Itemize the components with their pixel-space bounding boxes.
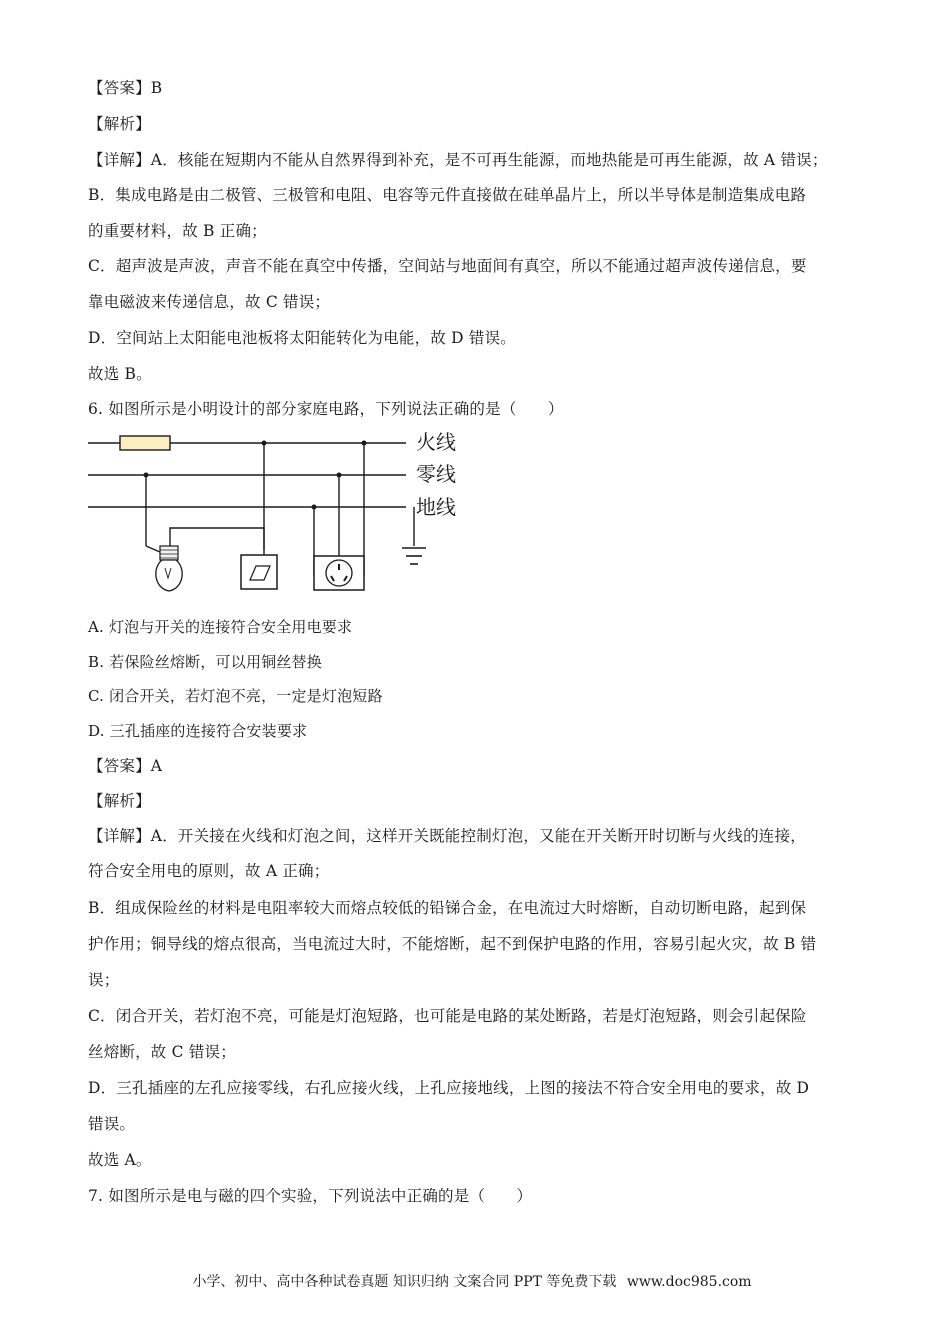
three-pin-socket <box>314 556 364 590</box>
q6-detail-2: 符合安全用电的原则，故 A 正确； <box>88 862 330 880</box>
footer-url[interactable]: www.doc985.com <box>626 1274 752 1290</box>
wall-switch <box>241 555 277 589</box>
q5-detail-5: 靠电磁波来传递信息，故 C 错误； <box>88 293 331 311</box>
q6-question: 6. 如图所示是小明设计的部分家庭电路，下列说法正确的是（ ） <box>88 400 564 418</box>
q6-detail-1: 【详解】A．开关接在火线和灯泡之间，这样开关既能控制灯泡，又能在开关断开时切断与火线的连接， <box>88 827 806 845</box>
q5-analysis-label: 【解析】 <box>88 115 151 133</box>
q6-analysis-label: 【解析】 <box>88 792 151 810</box>
q7-question: 7. 如图所示是电与磁的四个实验，下列说法中正确的是（ ） <box>88 1187 533 1205</box>
footer-text: 小学、初中、高中各种试卷真题 知识归纳 文案合同 PPT 等免费下载 <box>192 1274 617 1290</box>
q5-detail-4: C．超声波是声波，声音不能在真空中传播，空间站与地面间有真空，所以不能通过超声波传递信息，要 <box>88 257 807 275</box>
page-footer <box>0 1271 950 1291</box>
q6-detail-9: 错误。 <box>88 1115 136 1133</box>
light-bulb <box>156 546 182 591</box>
q6-option-d: D. 三孔插座的连接符合安装要求 <box>88 722 308 740</box>
q5-answer: 【答案】B <box>88 79 163 97</box>
q5-detail-3: 的重要材料，故 B 正确； <box>88 222 267 240</box>
q6-option-b: B. 若保险丝熔断，可以用铜丝替换 <box>88 653 322 671</box>
q6-detail-5: 误； <box>88 971 120 989</box>
fuse <box>120 436 170 450</box>
household-circuit-diagram <box>88 428 468 598</box>
q5-detail-1: 【详解】A．核能在短期内不能从自然界得到补充，是不可再生能源，而地热能是可再生能源，故 A 错误； <box>88 151 828 169</box>
q5-detail-6: D．空间站上太阳能电池板将太阳能转化为电能，故 D 错误。 <box>88 329 517 347</box>
q6-option-c: C. 闭合开关，若灯泡不亮，一定是灯泡短路 <box>88 687 383 705</box>
q6-detail-8: D．三孔插座的左孔应接零线，右孔应接火线，上孔应接地线，上图的接法不符合安全用电的要求，故 D <box>88 1079 810 1097</box>
q6-conclusion: 故选 A。 <box>88 1151 152 1169</box>
q6-answer: 【答案】A <box>88 757 163 775</box>
q6-option-a: A. 灯泡与开关的连接符合安全用电要求 <box>88 618 353 636</box>
ground-wire-label: 地线 <box>416 495 456 519</box>
q6-detail-7: 丝熔断，故 C 错误； <box>88 1043 236 1061</box>
q6-detail-6: C．闭合开关，若灯泡不亮，可能是灯泡短路，也可能是电路的某处断路，若是灯泡短路，则会引起保险 <box>88 1007 807 1025</box>
q5-conclusion: 故选 B。 <box>88 365 152 383</box>
neutral-wire-label: 零线 <box>416 462 456 486</box>
q5-detail-2: B．集成电路是由二极管、三极管和电阻、电容等元件直接做在硅单晶片上，所以半导体是制造集成电路 <box>88 186 807 204</box>
live-wire-label: 火线 <box>416 430 456 454</box>
q6-detail-3: B．组成保险丝的材料是电阻率较大而熔点较低的铅锑合金，在电流过大时熔断，自动切断电路，起到保 <box>88 899 807 917</box>
q6-detail-4: 护作用；铜导线的熔点很高，当电流过大时，不能熔断，起不到保护电路的作用，容易引起火灾，故 B 错 <box>88 935 817 953</box>
